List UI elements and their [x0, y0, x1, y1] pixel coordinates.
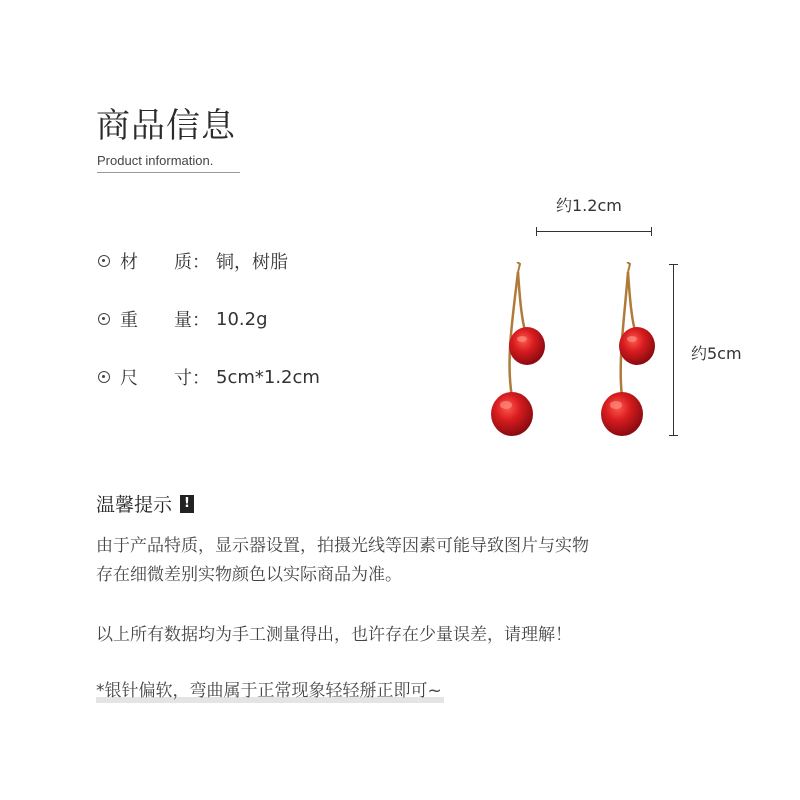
spec-weight — [98, 306, 268, 332]
spec-label: 重 量： — [120, 310, 210, 331]
spec-value: 10.2g — [216, 308, 268, 330]
width-dimension-label: 约1.2cm — [556, 196, 622, 215]
width-dimension-line — [536, 231, 652, 232]
exclamation-icon: ! — [180, 495, 194, 513]
spec-size — [98, 364, 320, 390]
notice-paragraph-2: 以上所有数据均为手工测量得出，也许存在少量误差，请理解！ — [96, 625, 572, 645]
spec-value: 铜，树脂 — [216, 252, 288, 273]
height-dimension-line — [673, 264, 674, 436]
notice-paragraph-3: *银针偏软，弯曲属于正常现象轻轻掰正即可~ — [96, 681, 442, 701]
right-earring — [601, 262, 655, 436]
spec-label: 材 质： — [120, 252, 210, 273]
notice-title-text: 温馨提示 — [96, 494, 173, 516]
page-title: 商品信息 — [96, 106, 236, 146]
cherry-earrings-image — [480, 262, 670, 442]
subtitle-underline — [97, 172, 240, 173]
bullet-icon — [98, 313, 110, 325]
page-subtitle: Product information. — [97, 153, 214, 168]
notice-line: 由于产品特质，显示器设置，拍摄光线等因素可能导致图片与实物 — [96, 536, 589, 556]
spec-value: 5cm*1.2cm — [216, 366, 320, 388]
notice-paragraph-1 — [96, 532, 736, 590]
bullet-icon — [98, 255, 110, 267]
spec-material — [98, 248, 288, 274]
left-earring — [491, 262, 545, 436]
bullet-icon — [98, 371, 110, 383]
height-dimension-label: 约5cm — [691, 344, 742, 363]
spec-label: 尺 寸： — [120, 368, 210, 389]
notice-heading — [96, 490, 194, 517]
notice-line: 存在细微差别实物颜色以实际商品为准。 — [96, 565, 402, 585]
